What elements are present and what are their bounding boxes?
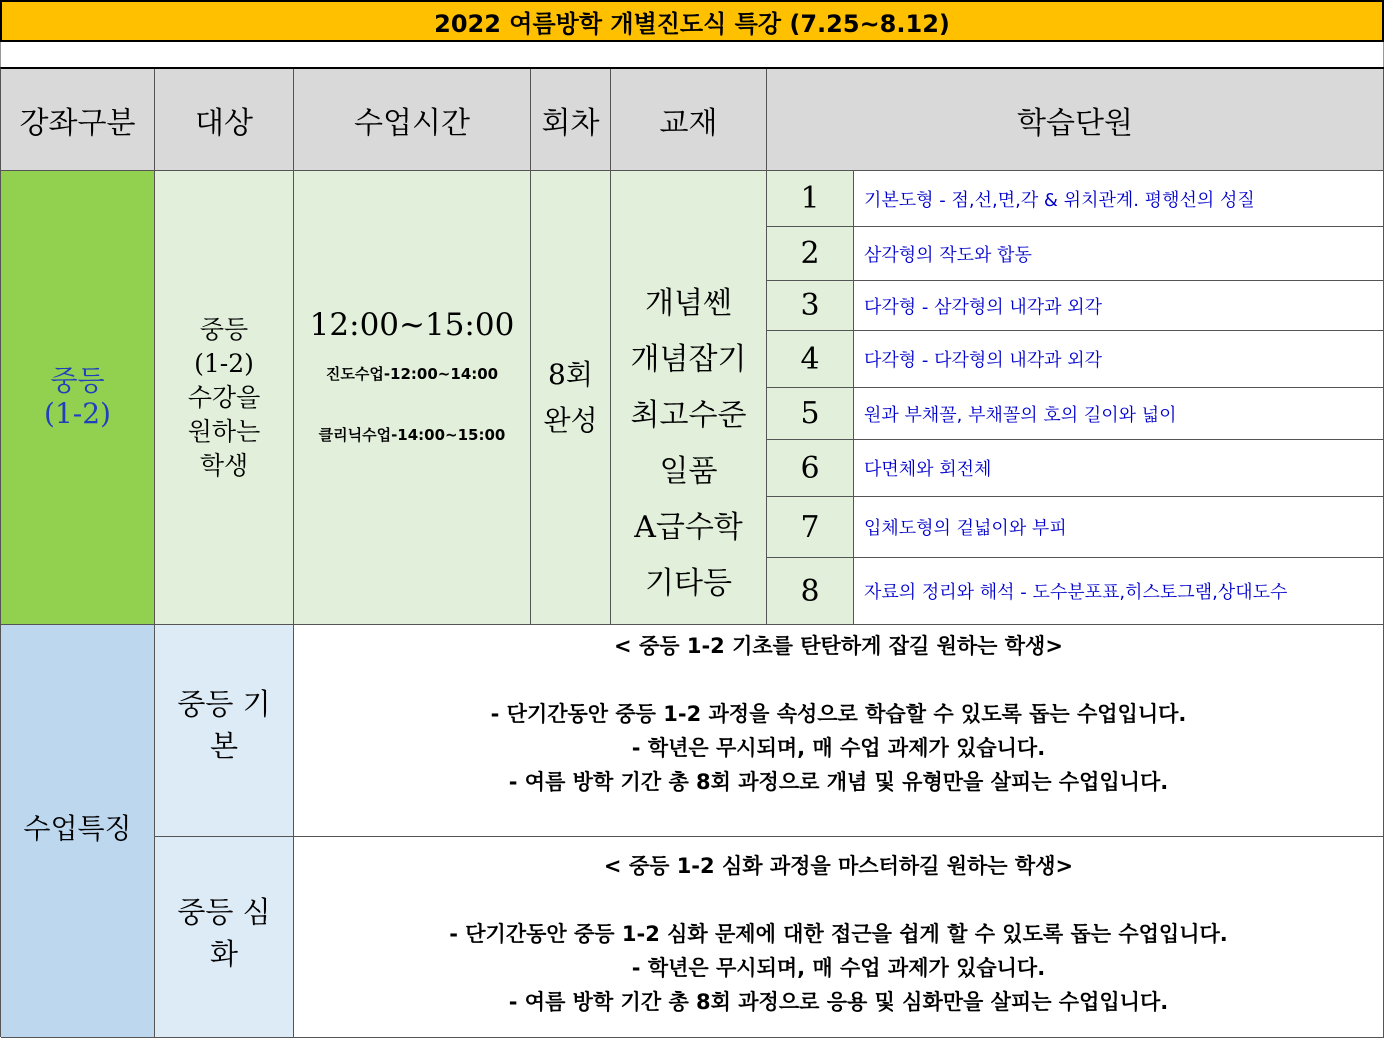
advanced-description	[294, 837, 1384, 1038]
unit-title: 삼각형의 작도와 합동	[854, 227, 1384, 281]
target-line5: 학생	[199, 450, 249, 480]
unit-title: 원과 부채꼴, 부채꼴의 호의 길이와 넓이	[854, 388, 1384, 440]
textbook-item: A급수학	[634, 509, 743, 545]
unit-title: 다면체와 회전체	[854, 440, 1384, 497]
unit-number: 8	[767, 558, 854, 625]
textbook-item: 개념잡기	[630, 341, 747, 377]
advanced-label-cell	[155, 837, 294, 1038]
unit-number: 3	[767, 281, 854, 331]
header-course: 강좌구분	[1, 69, 155, 171]
unit-title: 기본도형 - 점,선,면,각 & 위치관계. 평행선의 성질	[854, 171, 1384, 227]
time-main: 12:00~15:00	[309, 306, 515, 343]
textbook-item: 개념쎈	[645, 285, 732, 321]
features-label: 수업특징	[23, 812, 132, 845]
advanced-line: - 여름 방학 기간 총 8회 과정으로 응용 및 심화만을 살피는 수업입니다.	[508, 990, 1169, 1014]
time-cell	[294, 171, 531, 625]
schedule-table	[0, 67, 1384, 1037]
target-line2: (1-2)	[194, 348, 254, 378]
basic-line: - 단기간동안 중등 1-2 과정을 속성으로 학습할 수 있도록 돕는 수업입니다.	[490, 702, 1187, 726]
textbook-item: 일품	[659, 453, 718, 489]
unit-title: 다각형 - 삼각형의 내각과 외각	[854, 281, 1384, 331]
target-line1: 중등	[199, 314, 249, 344]
course-cell	[1, 171, 155, 625]
unit-number: 4	[767, 331, 854, 388]
unit-title: 입체도형의 겉넓이와 부피	[854, 497, 1384, 558]
header-units: 학습단원	[767, 69, 1384, 171]
features-label-cell	[1, 625, 155, 1038]
basic-label-line1: 중등 기	[177, 686, 271, 721]
advanced-line: - 단기간동안 중등 1-2 심화 문제에 대한 접근을 쉽게 할 수 있도록 돕는 수업입니다.	[449, 922, 1228, 946]
basic-line: - 학년은 무시되며, 매 수업 과제가 있습니다.	[631, 736, 1046, 760]
sessions-line2: 완성	[543, 403, 598, 437]
target-cell	[155, 171, 294, 625]
target-line4: 원하는	[187, 416, 261, 446]
unit-number: 2	[767, 227, 854, 281]
spacer-row	[0, 42, 1384, 68]
header-time: 수업시간	[294, 69, 531, 171]
time-progress: 진도수업-12:00~14:00	[325, 364, 499, 383]
time-clinic: 클리닉수업-14:00~15:00	[318, 425, 506, 444]
course-name-line2: (1-2)	[44, 396, 111, 430]
unit-number: 6	[767, 440, 854, 497]
basic-label-cell	[155, 625, 294, 837]
unit-number: 5	[767, 388, 854, 440]
basic-description	[294, 625, 1384, 837]
header-textbook: 교재	[611, 69, 767, 171]
textbook-item: 최고수준	[630, 397, 747, 433]
header-sessions: 회차	[531, 69, 611, 171]
target-line3: 수강을	[187, 382, 261, 412]
unit-number: 1	[767, 171, 854, 227]
course-name-line1: 중등	[50, 364, 105, 398]
basic-line: - 여름 방학 기간 총 8회 과정으로 개념 및 유형만을 살피는 수업입니다.	[508, 770, 1169, 794]
header-target: 대상	[155, 69, 294, 171]
unit-title: 자료의 정리와 해석 - 도수분포표,히스토그램,상대도수	[854, 558, 1384, 625]
sessions-cell	[531, 171, 611, 625]
advanced-label-line1: 중등 심	[177, 895, 271, 929]
page-title: 2022 여름방학 개별진도식 특강 (7.25~8.12)	[0, 0, 1384, 42]
advanced-heading: < 중등 1-2 심화 과정을 마스터하길 원하는 학생>	[603, 854, 1074, 878]
basic-heading: < 중등 1-2 기초를 탄탄하게 잡길 원하는 학생>	[614, 634, 1063, 658]
advanced-line: - 학년은 무시되며, 매 수업 과제가 있습니다.	[631, 956, 1046, 980]
advanced-label-line2: 화	[209, 937, 238, 971]
textbook-item: 기타등	[645, 565, 732, 601]
unit-title: 다각형 - 다각형의 내각과 외각	[854, 331, 1384, 388]
sessions-line1: 8회	[548, 357, 593, 391]
unit-number: 7	[767, 497, 854, 558]
basic-label-line2: 본	[209, 728, 238, 763]
textbook-cell	[611, 171, 767, 625]
